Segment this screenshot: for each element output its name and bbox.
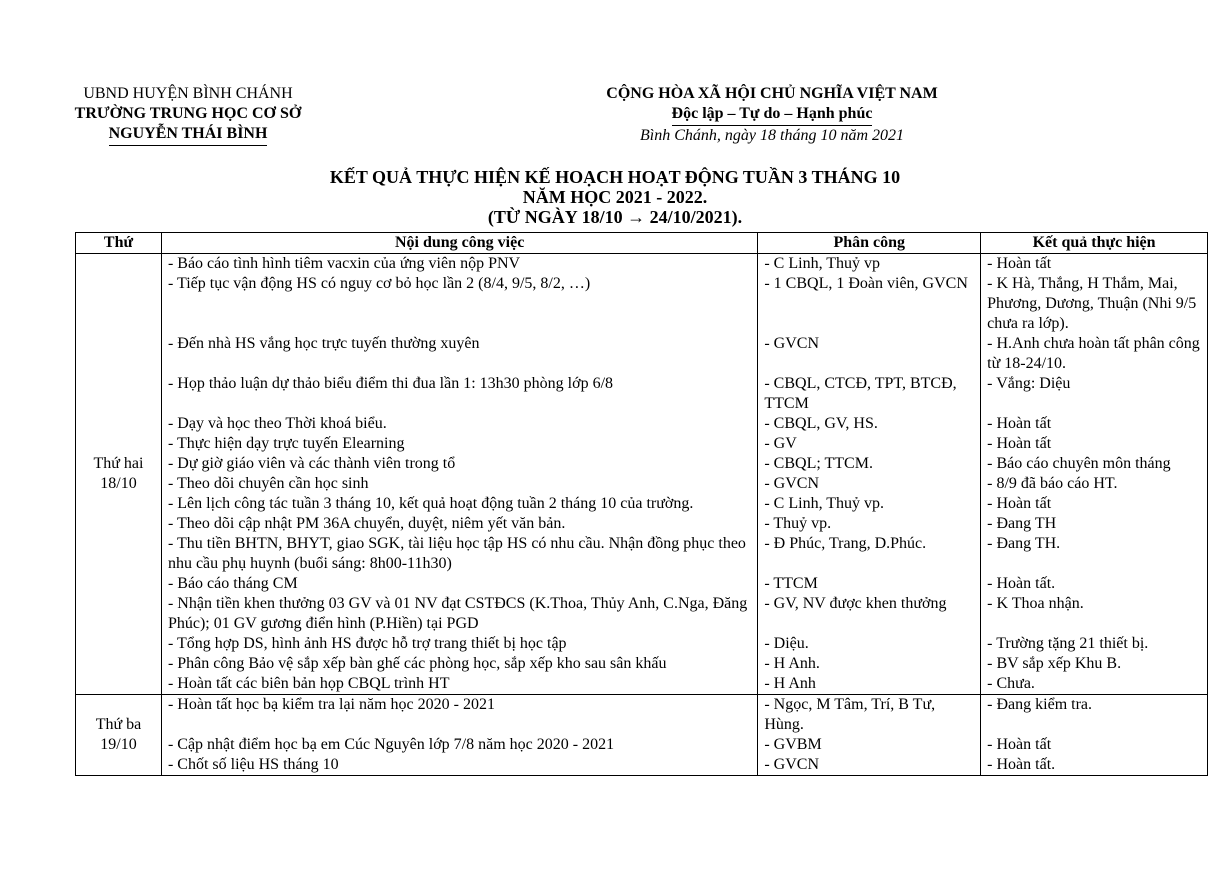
result-cell <box>981 695 1208 776</box>
assignment-item: - CBQL; TTCM. <box>764 455 873 472</box>
result-item: - Vắng: Diệu <box>987 375 1071 392</box>
result-item: - K Hà, Thắng, H Thắm, Mai, Phương, Dương, Thuận (Nhi 9/5 chưa ra lớp). <box>987 275 1197 332</box>
task-item: - Chốt số liệu HS tháng 10 <box>167 756 339 773</box>
header-task: Nội dung công việc <box>161 233 757 254</box>
assignment-item: - GV <box>764 435 797 452</box>
task-item: - Theo dõi cập nhật PM 36A chuyển, duyệt, niêm yết văn bản. <box>167 515 566 532</box>
result-item: - Hoàn tất <box>987 736 1052 753</box>
result-item: - BV sắp xếp Khu B. <box>987 655 1122 672</box>
title-line-3: (TỪ NGÀY 18/10 → 24/10/2021). <box>487 207 743 227</box>
day-date: 18/10 <box>100 475 137 492</box>
result-cell <box>981 254 1208 695</box>
task-item: - Phân công Bảo vệ sắp xếp bàn ghế các phòng học, sắp xếp kho sau sân khấu <box>167 655 667 672</box>
day-row-tuesday <box>76 695 1208 776</box>
national-motto: Độc lập – Tự do – Hạnh phúc <box>672 104 873 126</box>
result-item: - Chưa. <box>987 675 1035 692</box>
assignment-item: - C Linh, Thuỷ vp <box>764 255 881 272</box>
assignment-item: - GVCN <box>764 475 820 492</box>
result-item: - 8/9 đã báo cáo HT. <box>987 475 1118 492</box>
school-name-line: NGUYỄN THÁI BÌNH <box>108 125 268 142</box>
assignment-item: - GVCN <box>764 756 820 773</box>
task-item: - Hoàn tất học bạ kiểm tra lại năm học 2020 - 2021 <box>167 696 495 713</box>
assignment-item: - GVCN <box>764 335 820 352</box>
result-item: - Hoàn tất <box>987 415 1052 432</box>
result-item: - Trường tặng 21 thiết bị. <box>987 635 1149 652</box>
result-item: - Đang kiểm tra. <box>987 696 1093 713</box>
header-day: Thứ <box>76 233 162 254</box>
result-item: - Đang TH <box>987 515 1057 532</box>
task-item: - Dự giờ giáo viên và các thành viên trong tổ <box>167 455 456 472</box>
task-cell <box>161 695 757 776</box>
task-item: - Hoàn tất các biên bản họp CBQL trình HT <box>167 675 450 692</box>
day-date: 19/10 <box>100 736 137 753</box>
task-item: - Nhận tiền khen thưởng 03 GV và 01 NV đạt CSTĐCS (K.Thoa, Thủy Anh, C.Nga, Đăng Phúc); 01 GV gương điển hình (P.Hiền) tại PGD <box>167 595 748 632</box>
result-item: - Hoàn tất. <box>987 575 1056 592</box>
task-item: - Tiếp tục vận động HS có nguy cơ bỏ học lần 2 (8/4, 9/5, 8/2, …) <box>167 275 591 292</box>
result-item: - Hoàn tất <box>987 255 1052 272</box>
day-name: Thứ ba <box>95 716 142 733</box>
task-item: - Đến nhà HS vắng học trực tuyến thường xuyên <box>167 335 480 352</box>
assignment-item: - GVBM <box>764 736 822 753</box>
result-item: - Hoàn tất. <box>987 756 1056 773</box>
agency-line: UBND HUYỆN BÌNH CHÁNH <box>83 85 293 102</box>
task-item: - Tổng hợp DS, hình ảnh HS được hỗ trợ trang thiết bị học tập <box>167 635 567 652</box>
header-assignment: Phân công <box>758 233 981 254</box>
assignment-item: - CBQL, GV, HS. <box>764 415 878 432</box>
table-header-row <box>76 233 1208 254</box>
task-item: - Báo cáo tháng CM <box>167 575 298 592</box>
task-item: - Thực hiện dạy trực tuyến Elearning <box>167 435 405 452</box>
school-type-line: TRƯỜNG TRUNG HỌC CƠ SỞ <box>74 105 302 122</box>
assignment-cell <box>758 254 981 695</box>
day-cell <box>76 254 162 695</box>
task-item: - Dạy và học theo Thời khoá biểu. <box>167 415 387 432</box>
assignment-cell <box>758 695 981 776</box>
task-item: - Lên lịch công tác tuần 3 tháng 10, kết quả hoạt động tuần 2 tháng 10 của trường. <box>167 495 694 512</box>
assignment-item: - C Linh, Thuỷ vp. <box>764 495 885 512</box>
task-item: - Cập nhật điểm học bạ em Cúc Nguyên lớp 7/8 năm học 2020 - 2021 <box>167 736 615 753</box>
day-name: Thứ hai <box>93 455 144 472</box>
document-title <box>0 167 1230 227</box>
assignment-item: - GV, NV được khen thưởng <box>764 595 947 612</box>
agency-header <box>52 84 324 146</box>
national-header <box>560 84 984 146</box>
assignment-item: - CBQL, CTCĐ, TPT, BTCĐ, TTCM <box>764 375 957 412</box>
assignment-item: - TTCM <box>764 575 818 592</box>
result-item: - Báo cáo chuyên môn tháng <box>987 455 1171 472</box>
result-item: - Đang TH. <box>987 535 1061 552</box>
assignment-item: - Ngọc, M Tâm, Trí, B Tư, Hùng. <box>764 696 936 733</box>
task-item: - Theo dõi chuyên cần học sinh <box>167 475 369 492</box>
title-line-2: NĂM HỌC 2021 - 2022. <box>522 187 708 207</box>
title-line-1: KẾT QUẢ THỰC HIỆN KẾ HOẠCH HOẠT ĐỘNG TUẦN 3 THÁNG 10 <box>329 167 901 187</box>
assignment-item: - H Anh. <box>764 655 820 672</box>
assignment-item: - Thuỷ vp. <box>764 515 832 532</box>
result-item: - Hoàn tất <box>987 435 1052 452</box>
task-item: - Họp thảo luận dự thảo biểu điểm thi đua lần 1: 13h30 phòng lớp 6/8 <box>167 375 614 392</box>
day-cell <box>76 695 162 776</box>
weekly-plan-table <box>75 232 1208 776</box>
assignment-item: - 1 CBQL, 1 Đoàn viên, GVCN <box>764 275 968 292</box>
header-result: Kết quả thực hiện <box>981 233 1208 254</box>
task-item: - Báo cáo tình hình tiêm vacxin của ứng viên nộp PNV <box>167 255 521 272</box>
assignment-item: - Diệu. <box>764 635 809 652</box>
country-name: CỘNG HÒA XÃ HỘI CHỦ NGHĨA VIỆT NAM <box>606 85 938 102</box>
result-item: - Hoàn tất <box>987 495 1052 512</box>
header-underline <box>109 145 267 146</box>
result-item: - H.Anh chưa hoàn tất phân công từ 18-24/10. <box>987 335 1200 372</box>
result-item: - K Thoa nhận. <box>987 595 1084 612</box>
task-item: - Thu tiền BHTN, BHYT, giao SGK, tài liệu học tập HS có nhu cầu. Nhận đồng phục theo nhu cầu phụ huynh (buổi sáng: 8h00-11h30) <box>167 535 746 572</box>
document-date: Bình Chánh, ngày 18 tháng 10 năm 2021 <box>640 127 904 144</box>
assignment-item: - Đ Phúc, Trang, D.Phúc. <box>764 535 927 552</box>
day-row-monday <box>76 254 1208 695</box>
assignment-item: - H Anh <box>764 675 816 692</box>
task-cell <box>161 254 757 695</box>
